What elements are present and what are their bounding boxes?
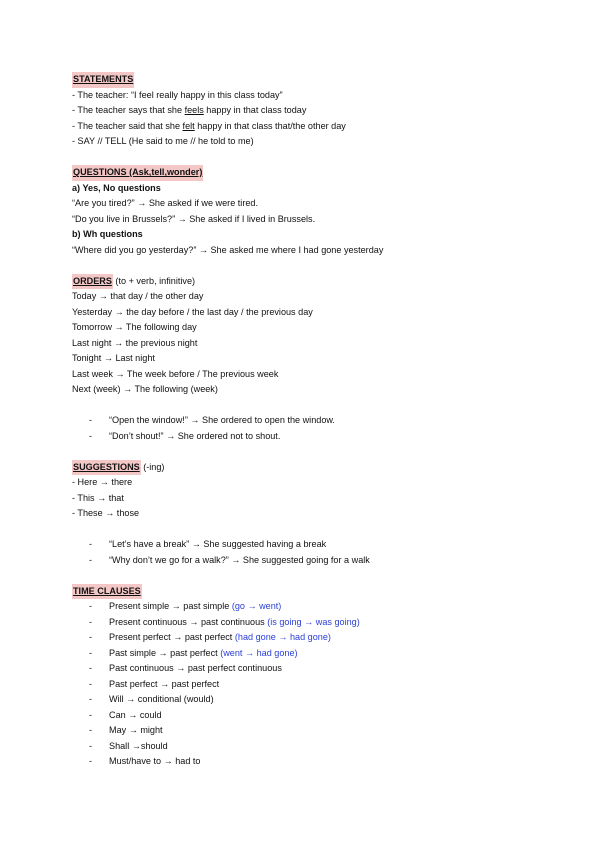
suggestions-bullet	[72, 537, 542, 553]
orders-row: Tonight → Last night	[72, 353, 155, 363]
bullet-dash: -	[89, 709, 93, 720]
orders-row: Yesterday → the day before / the last day / the previous day	[72, 306, 313, 317]
questions-heading-line	[72, 165, 542, 181]
bullet-dash: -	[89, 756, 93, 766]
bullet-dash: -	[89, 678, 93, 689]
statements-line-3	[72, 119, 542, 135]
suggestions-bullet-text: “Let’s have a break” → She suggested having a break	[109, 539, 327, 549]
statements-word-felt: felt	[182, 120, 195, 131]
time-clause-text: Must/have to → had to	[109, 756, 201, 766]
time-clause-item	[72, 723, 542, 739]
bullet-dash: -	[89, 663, 93, 673]
orders-row: Last night → the previous night	[72, 337, 198, 348]
spacer	[72, 258, 542, 274]
document-body	[72, 72, 542, 770]
suggestions-heading-line	[72, 460, 542, 476]
statements-line-1: - The teacher: “I feel really happy in this class today”	[72, 89, 283, 100]
questions-subheading-b: b) Wh questions	[72, 229, 143, 239]
orders-heading: ORDERS	[72, 274, 113, 290]
questions-subheading-a: a) Yes, No questions	[72, 182, 161, 193]
time-clause-item	[72, 692, 542, 708]
time-clause-item	[72, 708, 542, 724]
orders-note: (to + verb, infinitive)	[112, 275, 196, 286]
bullet-dash: -	[89, 632, 93, 642]
spacer	[72, 150, 542, 166]
orders-row: Next (week) → The following (week)	[72, 384, 218, 394]
orders-bullet	[72, 413, 542, 429]
bullet-dash: -	[89, 725, 93, 735]
statements-line-2	[72, 103, 542, 119]
bullet-dash: -	[89, 647, 93, 658]
spacer	[72, 444, 542, 460]
spacer	[72, 568, 542, 584]
suggestions-heading: SUGGESTIONS	[72, 460, 141, 476]
time-clause-item	[72, 599, 542, 615]
time-clause-text: Shall →should	[109, 740, 168, 751]
statements-line-3-start: - The teacher said that she	[72, 120, 183, 131]
statements-word-feels: feels	[184, 105, 204, 115]
time-clause-example: (had gone → had gone)	[234, 632, 331, 642]
spacer	[72, 522, 542, 538]
orders-row: Last week → The week before / The previous week	[72, 368, 279, 379]
bullet-dash: -	[89, 430, 93, 441]
statements-line-3-end: happy in that class that/the other day	[194, 120, 346, 131]
suggestions-row: - Here → there	[72, 477, 133, 487]
orders-bullet-text: “Open the window!” → She ordered to open the window.	[109, 415, 335, 425]
questions-example-a2: “Do you live in Brussels?” → She asked if I lived in Brussels.	[72, 213, 316, 224]
time-clause-item	[72, 677, 542, 693]
time-clause-text: Will → conditional (would)	[109, 694, 214, 704]
statements-heading: STATEMENTS	[72, 72, 134, 88]
spacer	[72, 398, 542, 414]
suggestions-row: - These → those	[72, 508, 140, 518]
orders-bullet	[72, 429, 542, 445]
questions-heading: QUESTIONS (Ask,tell,wonder)	[72, 165, 203, 181]
bullet-dash: -	[89, 539, 93, 549]
time-clause-text: Past continuous → past perfect continuous	[109, 663, 282, 673]
time-clause-item	[72, 615, 542, 631]
time-clause-item	[72, 661, 542, 677]
time-clause-example: (go → went)	[231, 601, 282, 611]
time-clause-text: Past perfect → past perfect	[109, 678, 220, 689]
bullet-dash: -	[89, 601, 93, 611]
time-clause-text: May → might	[109, 725, 163, 735]
time-clause-text: Can → could	[109, 709, 162, 720]
statements-heading-line	[72, 72, 542, 88]
suggestions-bullet	[72, 553, 542, 569]
bullet-dash: -	[89, 740, 93, 751]
statements-line-2-end: happy in that class today	[203, 105, 307, 115]
time-clause-text: Past simple → past perfect	[109, 647, 221, 658]
orders-bullet-text: “Don’t shout!” → She ordered not to shout.	[109, 430, 281, 441]
bullet-dash: -	[89, 554, 93, 565]
time-clause-item	[72, 646, 542, 662]
bullet-dash: -	[89, 694, 93, 704]
time-clause-item	[72, 754, 542, 770]
statements-line-4: - SAY // TELL (He said to me // he told to me)	[72, 136, 254, 146]
time-clause-item	[72, 739, 542, 755]
time-clause-example: (went → had gone)	[220, 647, 298, 658]
time-clause-example: (is going → was going)	[267, 616, 360, 627]
statements-line-2-start: - The teacher says that she	[72, 105, 185, 115]
questions-example-a1: “Are you tired?” → She asked if we were tired.	[72, 198, 258, 208]
orders-heading-line	[72, 274, 542, 290]
bullet-dash: -	[89, 616, 93, 627]
questions-example-b1: “Where did you go yesterday?” → She asked me where I had gone yesterday	[72, 244, 384, 255]
bullet-dash: -	[89, 415, 93, 425]
time-clause-text: Present continuous → past continuous	[109, 616, 268, 627]
suggestions-bullet-text: “Why don’t we go for a walk?” → She suggested going for a walk	[109, 554, 370, 565]
time-clause-item	[72, 630, 542, 646]
suggestions-note: (-ing)	[140, 461, 165, 472]
time-clause-text: Present simple → past simple	[109, 601, 232, 611]
time-clause-text: Present perfect → past perfect	[109, 632, 235, 642]
orders-row: Today → that day / the other day	[72, 291, 204, 301]
suggestions-row: - This → that	[72, 492, 124, 503]
time-clauses-heading: TIME CLAUSES	[72, 584, 142, 600]
orders-row: Tomorrow → The following day	[72, 322, 197, 332]
time-clauses-heading-line	[72, 584, 542, 600]
